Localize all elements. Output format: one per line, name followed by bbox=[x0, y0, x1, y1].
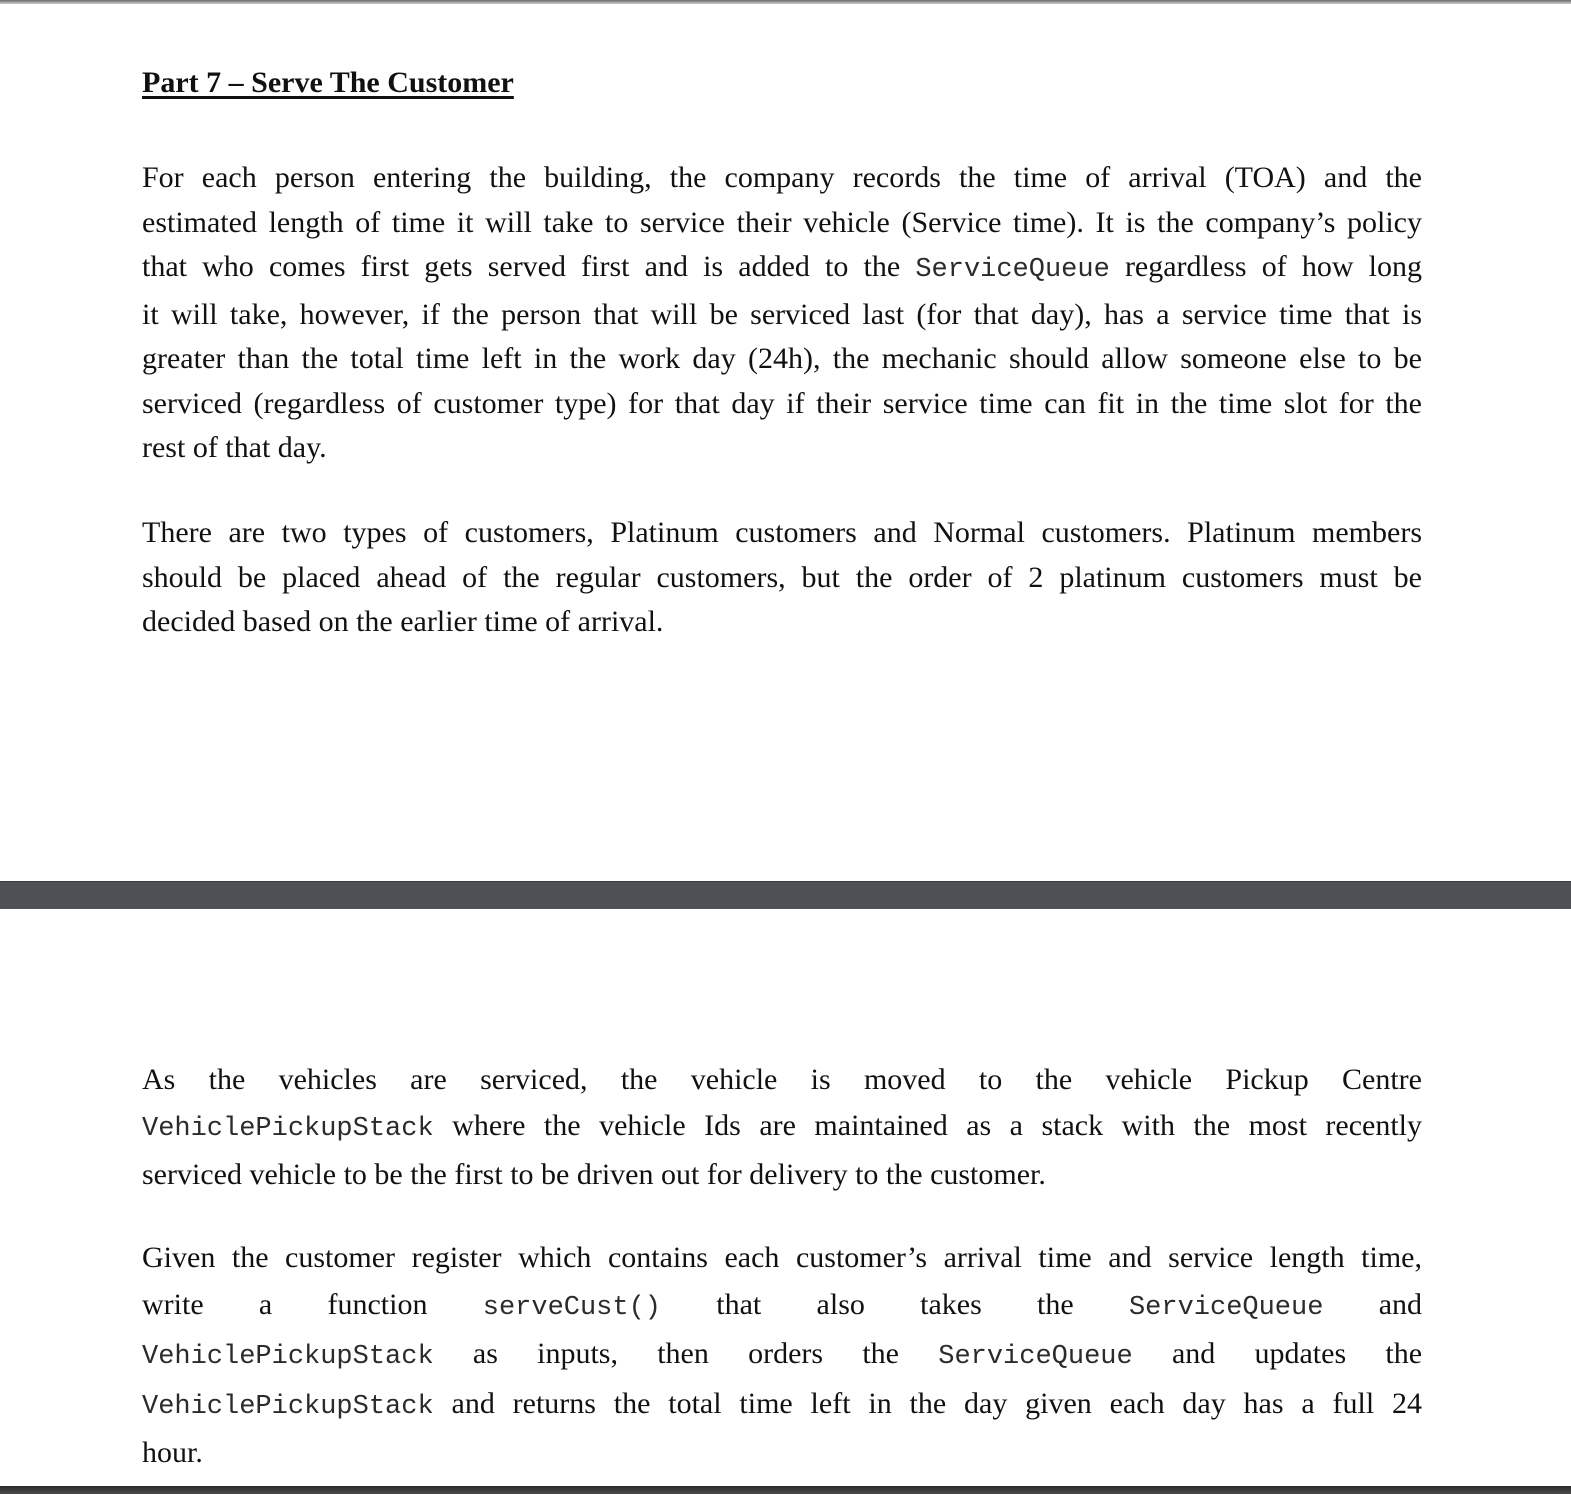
code-vehicle-pickup-stack: VehiclePickupStack bbox=[142, 1342, 434, 1372]
text-span: that who comes first gets served first and is added to the bbox=[142, 250, 901, 283]
text-line: hour. bbox=[142, 1436, 203, 1469]
text-line: should be placed ahead of the regular customers, but the order of 2 platinum customers must be bbox=[142, 560, 1422, 594]
code-vehicle-pickup-stack: VehiclePickupStack bbox=[142, 1113, 434, 1144]
text-line bbox=[142, 1103, 1422, 1153]
text-span: and returns the total time left in the day given each day has a full 24 bbox=[451, 1386, 1423, 1420]
text-span: write a function bbox=[142, 1287, 428, 1321]
text-line bbox=[142, 1381, 1422, 1431]
text-line bbox=[142, 245, 1422, 293]
viewer-bottom-edge bbox=[0, 1486, 1571, 1494]
text-line bbox=[142, 1331, 1422, 1381]
text-line: decided based on the earlier time of arrival. bbox=[142, 605, 664, 638]
text-line: There are two types of customers, Platinum customers and Normal customers. Platinum members bbox=[142, 516, 1422, 549]
code-service-queue: ServiceQueue bbox=[1128, 1292, 1324, 1323]
text-span: and bbox=[1378, 1287, 1423, 1321]
text-span: where the vehicle Ids are maintained as a stack with the most recently bbox=[452, 1108, 1423, 1142]
text-span: that also takes the bbox=[716, 1287, 1074, 1321]
section-heading: Part 7 – Serve The Customer bbox=[142, 66, 514, 99]
text-line: As the vehicles are serviced, the vehicle is moved to the vehicle Pickup Centre bbox=[142, 1063, 1422, 1096]
text-span: and updates the bbox=[1171, 1337, 1423, 1370]
page-separator bbox=[0, 881, 1571, 910]
text-span: as inputs, then orders the bbox=[472, 1337, 899, 1370]
text-line: serviced vehicle to be the first to be driven out for delivery to the customer. bbox=[142, 1158, 1046, 1191]
text-line: For each person entering the building, the company records the time of arrival (TOA) and the bbox=[142, 161, 1422, 194]
paragraph-service-policy bbox=[142, 156, 1422, 471]
paragraph-function-task bbox=[142, 1235, 1422, 1477]
text-line: rest of that day. bbox=[142, 431, 327, 464]
code-service-queue: ServiceQueue bbox=[915, 255, 1110, 285]
text-line: it will take, however, if the person that will be serviced last (for that day), has a service time that is bbox=[142, 297, 1422, 331]
text-line: serviced (regardless of customer type) for that day if their service time can fit in the time slot for the bbox=[142, 386, 1422, 420]
text-line bbox=[142, 1282, 1422, 1332]
code-service-queue: ServiceQueue bbox=[938, 1342, 1133, 1372]
text-line: greater than the total time left in the work day (24h), the mechanic should allow someone else to be bbox=[142, 342, 1422, 375]
code-vehicle-pickup-stack: VehiclePickupStack bbox=[142, 1391, 434, 1422]
code-serve-cust: serveCust() bbox=[482, 1292, 661, 1323]
paragraph-customer-types bbox=[142, 511, 1422, 645]
text-span: regardless of how long bbox=[1124, 250, 1422, 283]
text-line: estimated length of time it will take to service their vehicle (Service time). It is the company’s policy bbox=[142, 205, 1422, 239]
paragraph-pickup-stack bbox=[142, 1057, 1422, 1198]
text-line: Given the customer register which contains each customer’s arrival time and service length time, bbox=[142, 1241, 1422, 1274]
